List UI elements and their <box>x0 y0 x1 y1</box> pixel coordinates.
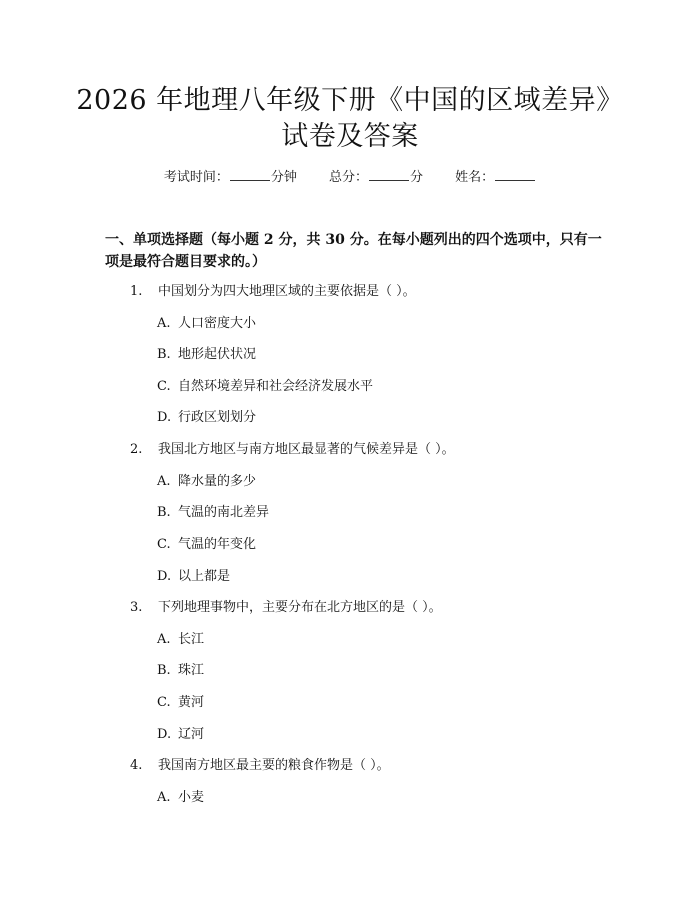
option-letter: D. <box>157 410 172 425</box>
option-4a[interactable] <box>157 788 204 808</box>
question-text: 我国南方地区最主要的粮食作物是（ ）。 <box>158 758 390 773</box>
option-2c[interactable] <box>157 535 256 555</box>
option-3c[interactable] <box>157 693 204 713</box>
option-3d[interactable] <box>157 725 204 745</box>
option-letter: B. <box>157 347 171 362</box>
option-letter: A. <box>157 474 171 489</box>
option-text: 长江 <box>178 632 205 647</box>
option-2a[interactable] <box>157 472 256 492</box>
option-letter: A. <box>157 316 171 331</box>
exam-time-field <box>164 170 301 185</box>
option-1b[interactable] <box>157 345 256 365</box>
question-text: 我国北方地区与南方地区最显著的气候差异是（ ）。 <box>158 442 455 457</box>
question-text: 下列地理事物中，主要分布在北方地区的是（ ）。 <box>158 600 442 615</box>
section-heading: 一、单项选择题（每小题 2 分，共 30 分。在每小题列出的四个选项中，只有一项是最符合题目要求的。） <box>105 232 602 270</box>
question-number: 4. <box>130 758 143 773</box>
name-blank[interactable] <box>495 168 535 181</box>
exam-time-unit: 分钟 <box>270 170 297 185</box>
option-2d[interactable] <box>157 567 230 587</box>
option-letter: A. <box>157 632 171 647</box>
option-letter: D. <box>157 727 172 742</box>
option-text: 小麦 <box>178 790 205 805</box>
option-text: 气温的南北差异 <box>178 505 270 520</box>
question-number: 1. <box>130 284 143 299</box>
exam-title-line-2: 试卷及答案 <box>281 121 419 152</box>
question-4 <box>130 756 390 776</box>
option-text: 降水量的多少 <box>178 474 257 489</box>
option-1a[interactable] <box>157 314 256 334</box>
option-text: 辽河 <box>178 727 205 742</box>
exam-time-blank[interactable] <box>230 168 270 181</box>
exam-meta <box>0 168 700 188</box>
option-letter: C. <box>157 379 171 394</box>
option-text: 行政区划划分 <box>178 410 257 425</box>
question-1 <box>130 282 416 302</box>
option-letter: A. <box>157 790 171 805</box>
option-text: 珠江 <box>178 663 205 678</box>
question-text: 中国划分为四大地理区域的主要依据是（ ）。 <box>158 284 416 299</box>
option-letter: B. <box>157 663 171 678</box>
option-text: 以上都是 <box>178 569 231 584</box>
exam-title-line-1: 2026 年地理八年级下册《中国的区域差异》 <box>76 85 624 116</box>
option-letter: C. <box>157 695 171 710</box>
option-text: 地形起伏状况 <box>178 347 257 362</box>
option-text: 自然环境差异和社会经济发展水平 <box>178 379 374 394</box>
option-1c[interactable] <box>157 377 373 397</box>
option-1d[interactable] <box>157 408 256 428</box>
score-field <box>329 170 427 185</box>
question-number: 3. <box>130 600 143 615</box>
option-text: 气温的年变化 <box>178 537 257 552</box>
exam-time-label: 考试时间： <box>163 170 229 185</box>
question-2 <box>130 440 455 460</box>
option-3b[interactable] <box>157 661 204 681</box>
score-blank[interactable] <box>369 168 409 181</box>
option-2b[interactable] <box>157 503 269 523</box>
option-text: 人口密度大小 <box>178 316 257 331</box>
name-field <box>455 170 536 185</box>
option-3a[interactable] <box>157 630 204 650</box>
score-unit: 分 <box>410 170 424 185</box>
option-letter: B. <box>157 505 171 520</box>
score-label: 总分： <box>328 170 368 185</box>
question-3 <box>130 598 442 618</box>
option-text: 黄河 <box>178 695 205 710</box>
option-letter: D. <box>157 569 172 584</box>
question-number: 2. <box>130 442 143 457</box>
name-label: 姓名： <box>455 170 495 185</box>
option-letter: C. <box>157 537 171 552</box>
